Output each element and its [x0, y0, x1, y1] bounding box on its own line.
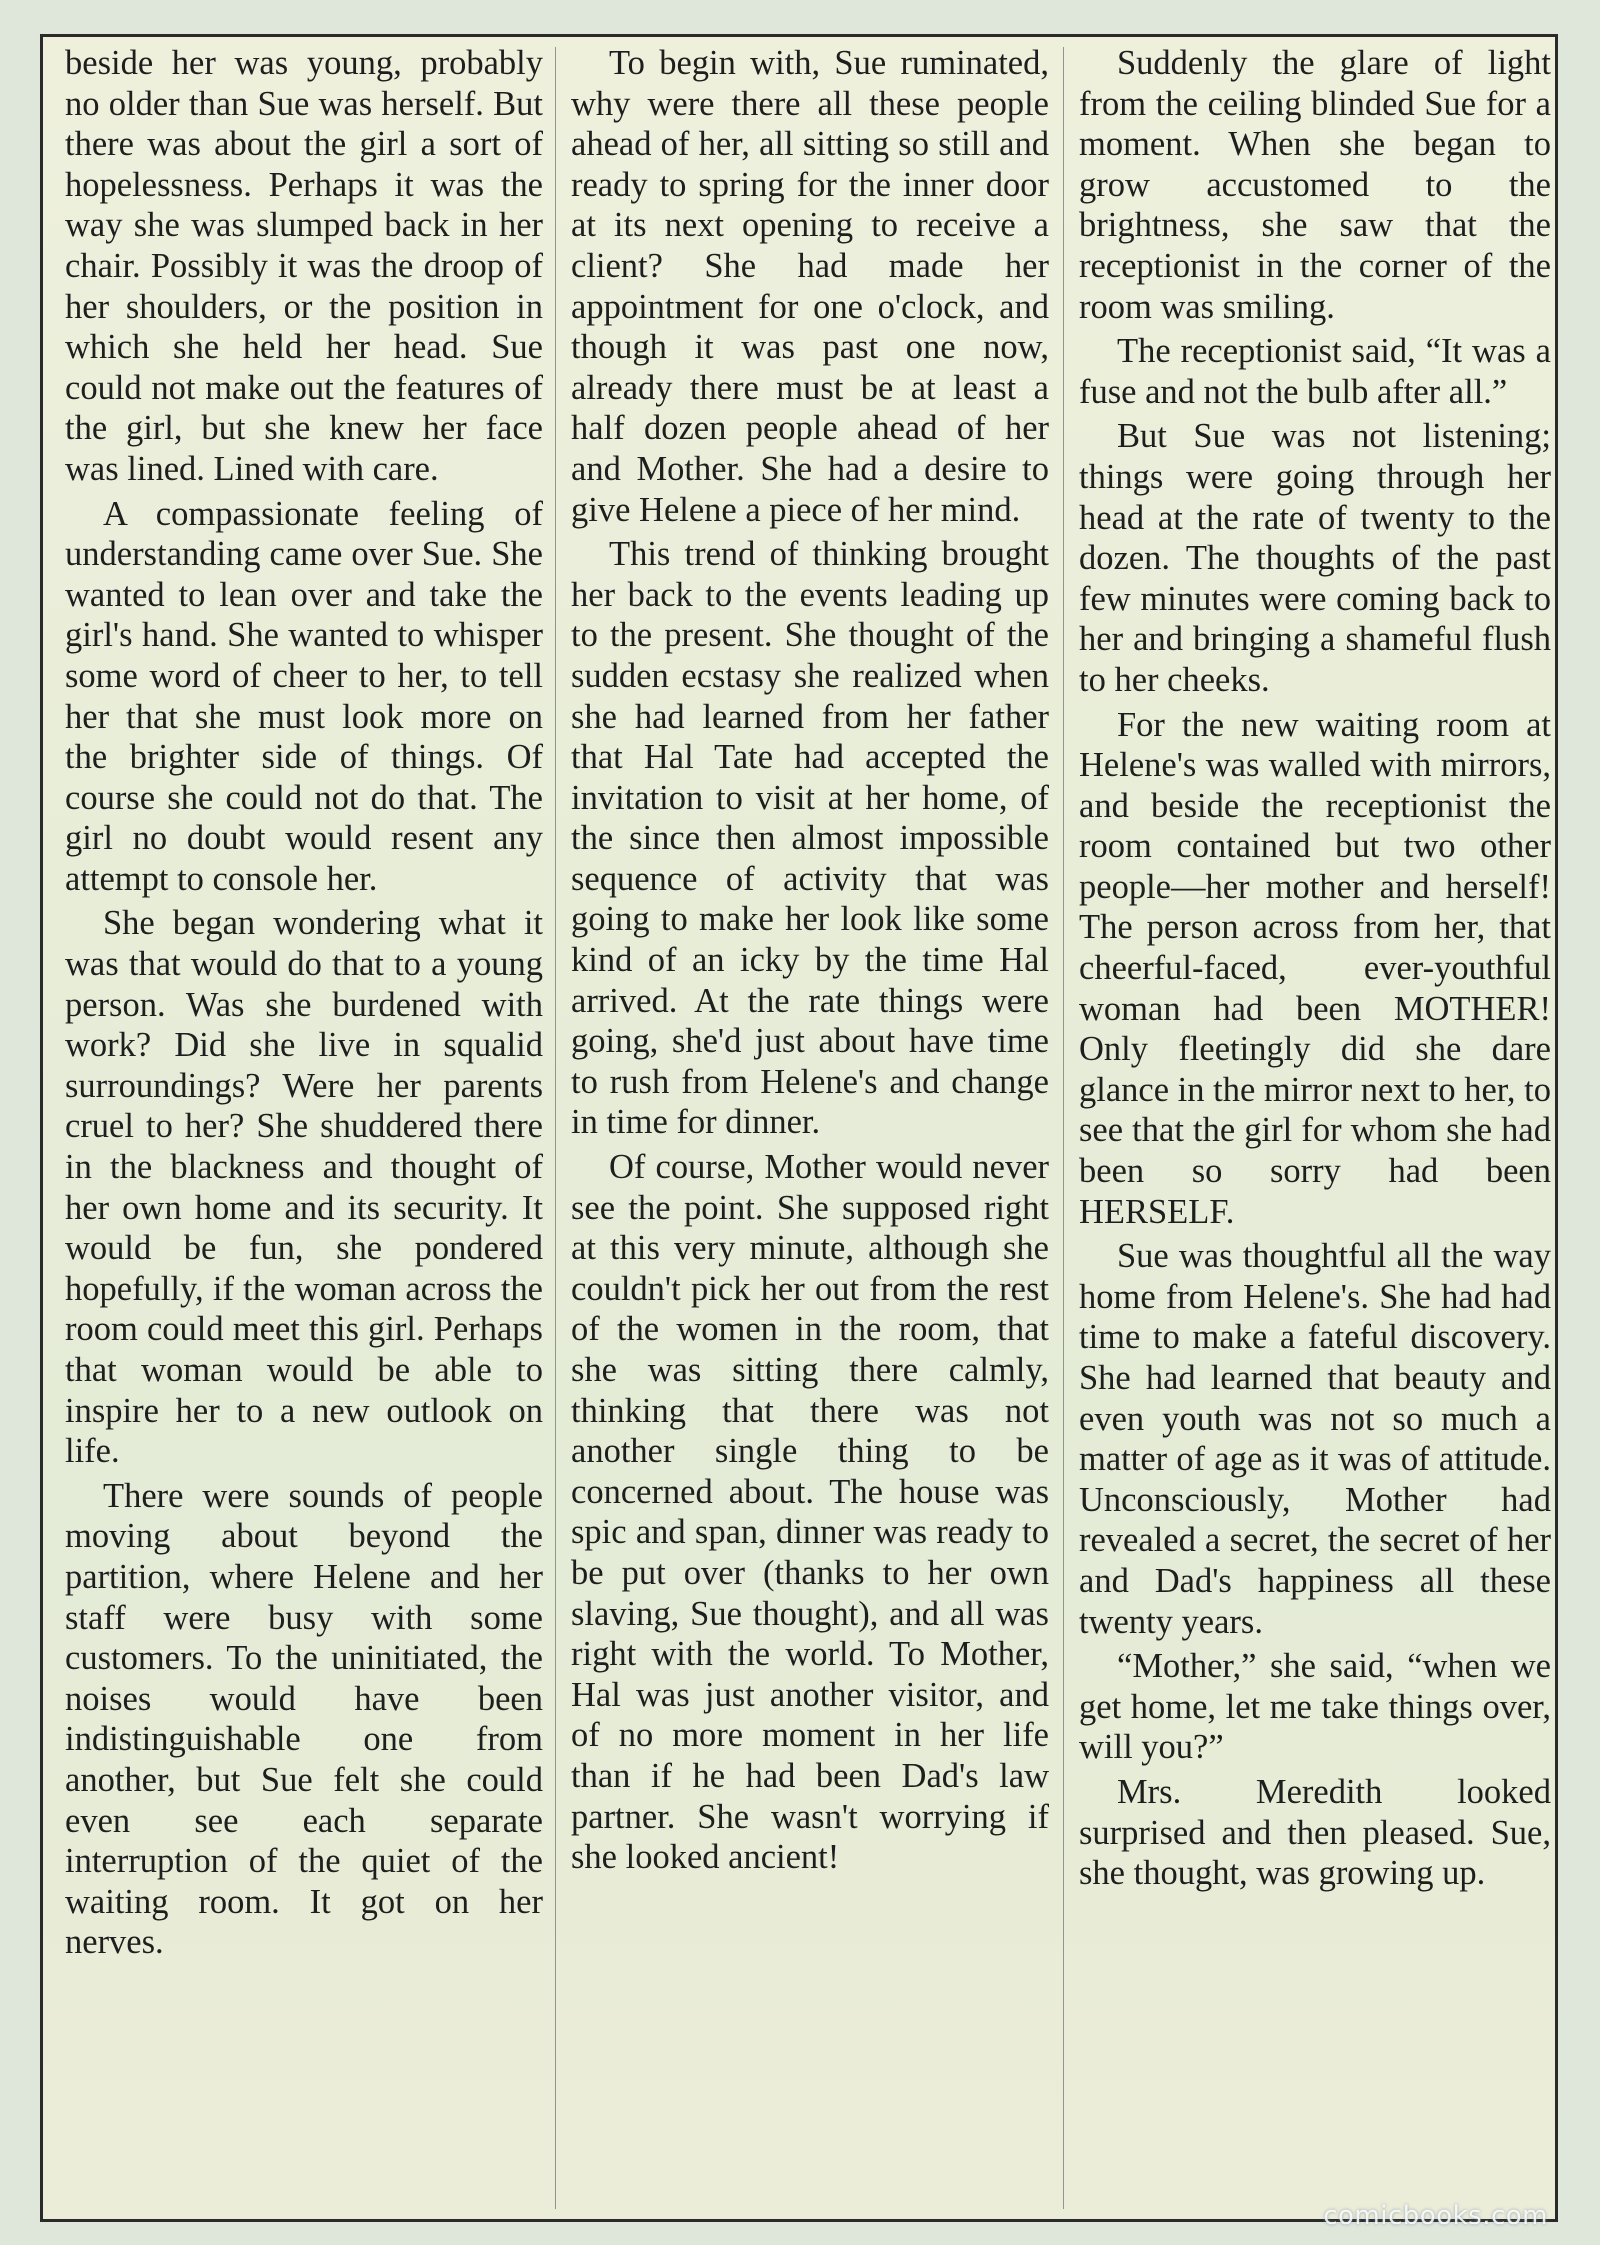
paragraph: A compassionate feeling of understanding came over Sue. She wanted to lean over and take the girl's hand. She wanted to whisper some word of cheer to her, to tell her that she must look more on the brighter side of things. Of course she could not do that. The girl no doubt would resent any attempt to console her.	[65, 494, 543, 898]
paragraph: For the new waiting room at Helene's was walled with mirrors, and beside the receptionist the room contained but two other people—her mother and herself! The person across from her, that cheerful-faced, ever-youthful woman had been MOTHER! Only fleetingly did she dare glance in the mirror next to her, to see that the girl for whom she had been so sorry had been HERSELF.	[1079, 705, 1551, 1231]
column-3	[1079, 43, 1551, 2209]
paragraph: Sue was thoughtful all the way home from Helene's. She had had time to make a fateful discovery. She had learned that beauty and even youth was not so much a matter of age as it was of attitude. Unconsciously, Mother had revealed a secret, the secret of her and Dad's happiness all these twenty years.	[1079, 1237, 1551, 1641]
watermark: comicbooks.com	[1323, 2201, 1548, 2231]
paragraph: There were sounds of people moving about beyond the partition, where Helene and her staff were busy with some customers. To the uninitiated, the noises would have been indistinguishable one from another, but Sue felt she could even see each separate interruption of the quiet of the waiting room. It got on her nerves.	[65, 1476, 543, 1962]
column-divider	[555, 47, 556, 2209]
paragraph: Mrs. Meredith looked surprised and then pleased. Sue, she thought, was growing up.	[1079, 1772, 1551, 1893]
paragraph: To begin with, Sue ruminated, why were there all these people ahead of her, all sitting so still and ready to spring for the inner door at its next opening to receive a client? She had made her appointment for one o'clock, and though it was past one now, already there must be at least a half dozen people ahead of her and Mother. She had a desire to give Helene a piece of her mind.	[571, 44, 1049, 529]
column-1	[65, 43, 543, 2209]
paragraph: This trend of thinking brought her back to the events leading up to the present. She thought of the sudden ecstasy she realized when she had learned from her father that Hal Tate had accepted the invitation to visit at her home, of the since then almost impossible sequence of activity that was going to make her look like some kind of an icky by the time Hal arrived. At the rate things were going, she'd just about have time to rush from Helene's and change in time for dinner.	[571, 535, 1049, 1142]
paragraph: Of course, Mother would never see the point. She supposed right at this very minute, although she couldn't pick her out from the rest of the women in the room, that she was sitting there calmly, thinking that there was not another single thing to be concerned about. The house was spic and span, dinner was ready to be put over (thanks to her own slaving, Sue thought), and all was right with the world. To Mother, Hal was just another visitor, and of no more moment in her life than if he had been Dad's law partner. She wasn't worrying if she looked ancient!	[571, 1148, 1049, 1877]
paragraph: The receptionist said, “It was a fuse and not the bulb after all.”	[1079, 332, 1551, 411]
paragraph: Suddenly the glare of light from the ceiling blinded Sue for a moment. When she began to grow accustomed to the brightness, she saw that the receptionist in the corner of the room was smiling.	[1079, 44, 1551, 326]
text-panel	[40, 34, 1558, 2222]
paragraph: She began wondering what it was that would do that to a young person. Was she burdened with work? Did she live in squalid surroundings? Were her parents cruel to her? She shuddered there in the blackness and thought of her own home and its security. It would be fun, she pondered hopefully, if the woman across the room could meet this girl. Perhaps that woman would be able to inspire her to a new outlook on life.	[65, 904, 543, 1471]
column-divider	[1063, 47, 1064, 2209]
paragraph: beside her was young, probably no older than Sue was herself. But there was about the girl a sort of hopelessness. Perhaps it was the way she was slumped back in her chair. Possibly it was the droop of her shoulders, or the position in which she held her head. Sue could not make out the features of the girl, but she knew her face was lined. Lined with care.	[65, 44, 543, 488]
paragraph: But Sue was not listening; things were going through her head at the rate of twenty to the dozen. The thoughts of the past few minutes were coming back to her and bringing a shameful flush to her cheeks.	[1079, 417, 1551, 699]
paragraph: “Mother,” she said, “when we get home, let me take things over, will you?”	[1079, 1647, 1551, 1767]
column-2	[571, 43, 1049, 2209]
